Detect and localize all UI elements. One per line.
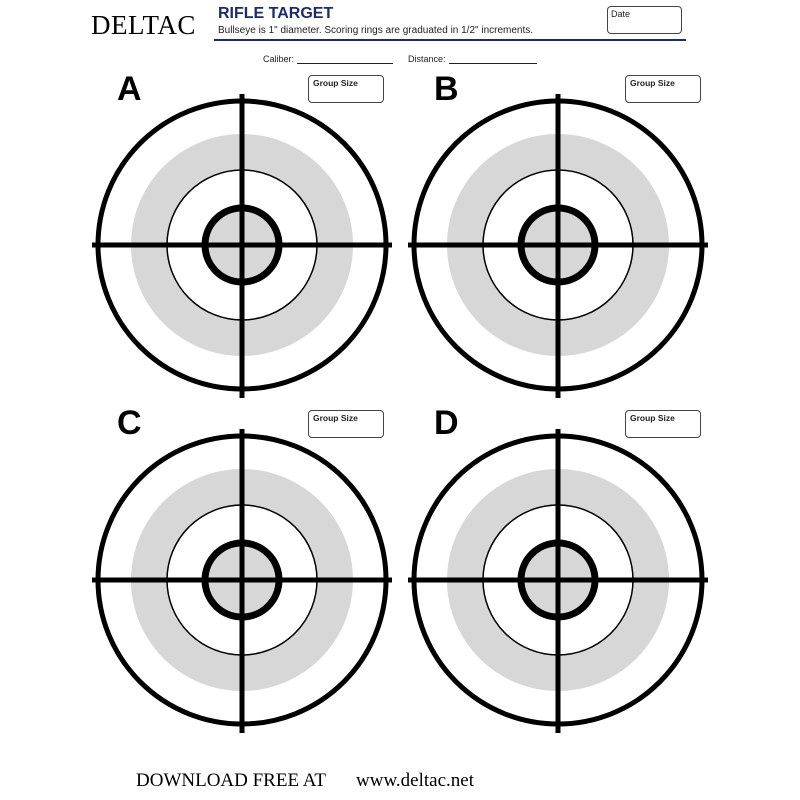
target-d-graphic: [408, 427, 708, 737]
distance-field[interactable]: [408, 53, 537, 64]
caliber-line: [297, 53, 393, 64]
target-b-group-size-field[interactable]: [625, 75, 701, 103]
footer: [136, 770, 474, 792]
target-a-letter: A: [117, 70, 142, 108]
target-c-letter: C: [117, 404, 142, 442]
group-size-label: Group Size: [313, 413, 358, 423]
target-a-graphic: [92, 92, 392, 402]
distance-label: Distance:: [408, 54, 446, 64]
brand-logo: DELTAC: [91, 10, 196, 40]
group-size-label: Group Size: [630, 413, 675, 423]
footer-url[interactable]: www.deltac.net: [356, 770, 474, 791]
caliber-field[interactable]: [263, 53, 393, 64]
distance-line: [449, 53, 537, 64]
footer-text: DOWNLOAD FREE AT: [136, 770, 326, 791]
target-b[interactable]: [408, 92, 708, 402]
target-c-graphic: [92, 427, 392, 737]
caliber-label: Caliber:: [263, 54, 295, 64]
date-label: Date: [611, 9, 631, 19]
target-d-group-size-field[interactable]: [625, 410, 701, 438]
page-title: RIFLE TARGET: [218, 5, 334, 22]
target-d[interactable]: [408, 427, 708, 737]
group-size-label: Group Size: [630, 78, 675, 88]
target-b-graphic: [408, 92, 708, 402]
target-c[interactable]: [92, 427, 392, 737]
title-underline: [214, 39, 686, 41]
target-a[interactable]: [92, 92, 392, 402]
page-subtitle: Bullseye is 1" diameter. Scoring rings are graduated in 1/2" increments.: [218, 25, 534, 36]
target-b-letter: B: [434, 70, 459, 108]
group-size-label: Group Size: [313, 78, 358, 88]
date-field[interactable]: [607, 6, 682, 34]
target-a-group-size-field[interactable]: [308, 75, 384, 103]
target-d-letter: D: [434, 404, 459, 442]
target-c-group-size-field[interactable]: [308, 410, 384, 438]
